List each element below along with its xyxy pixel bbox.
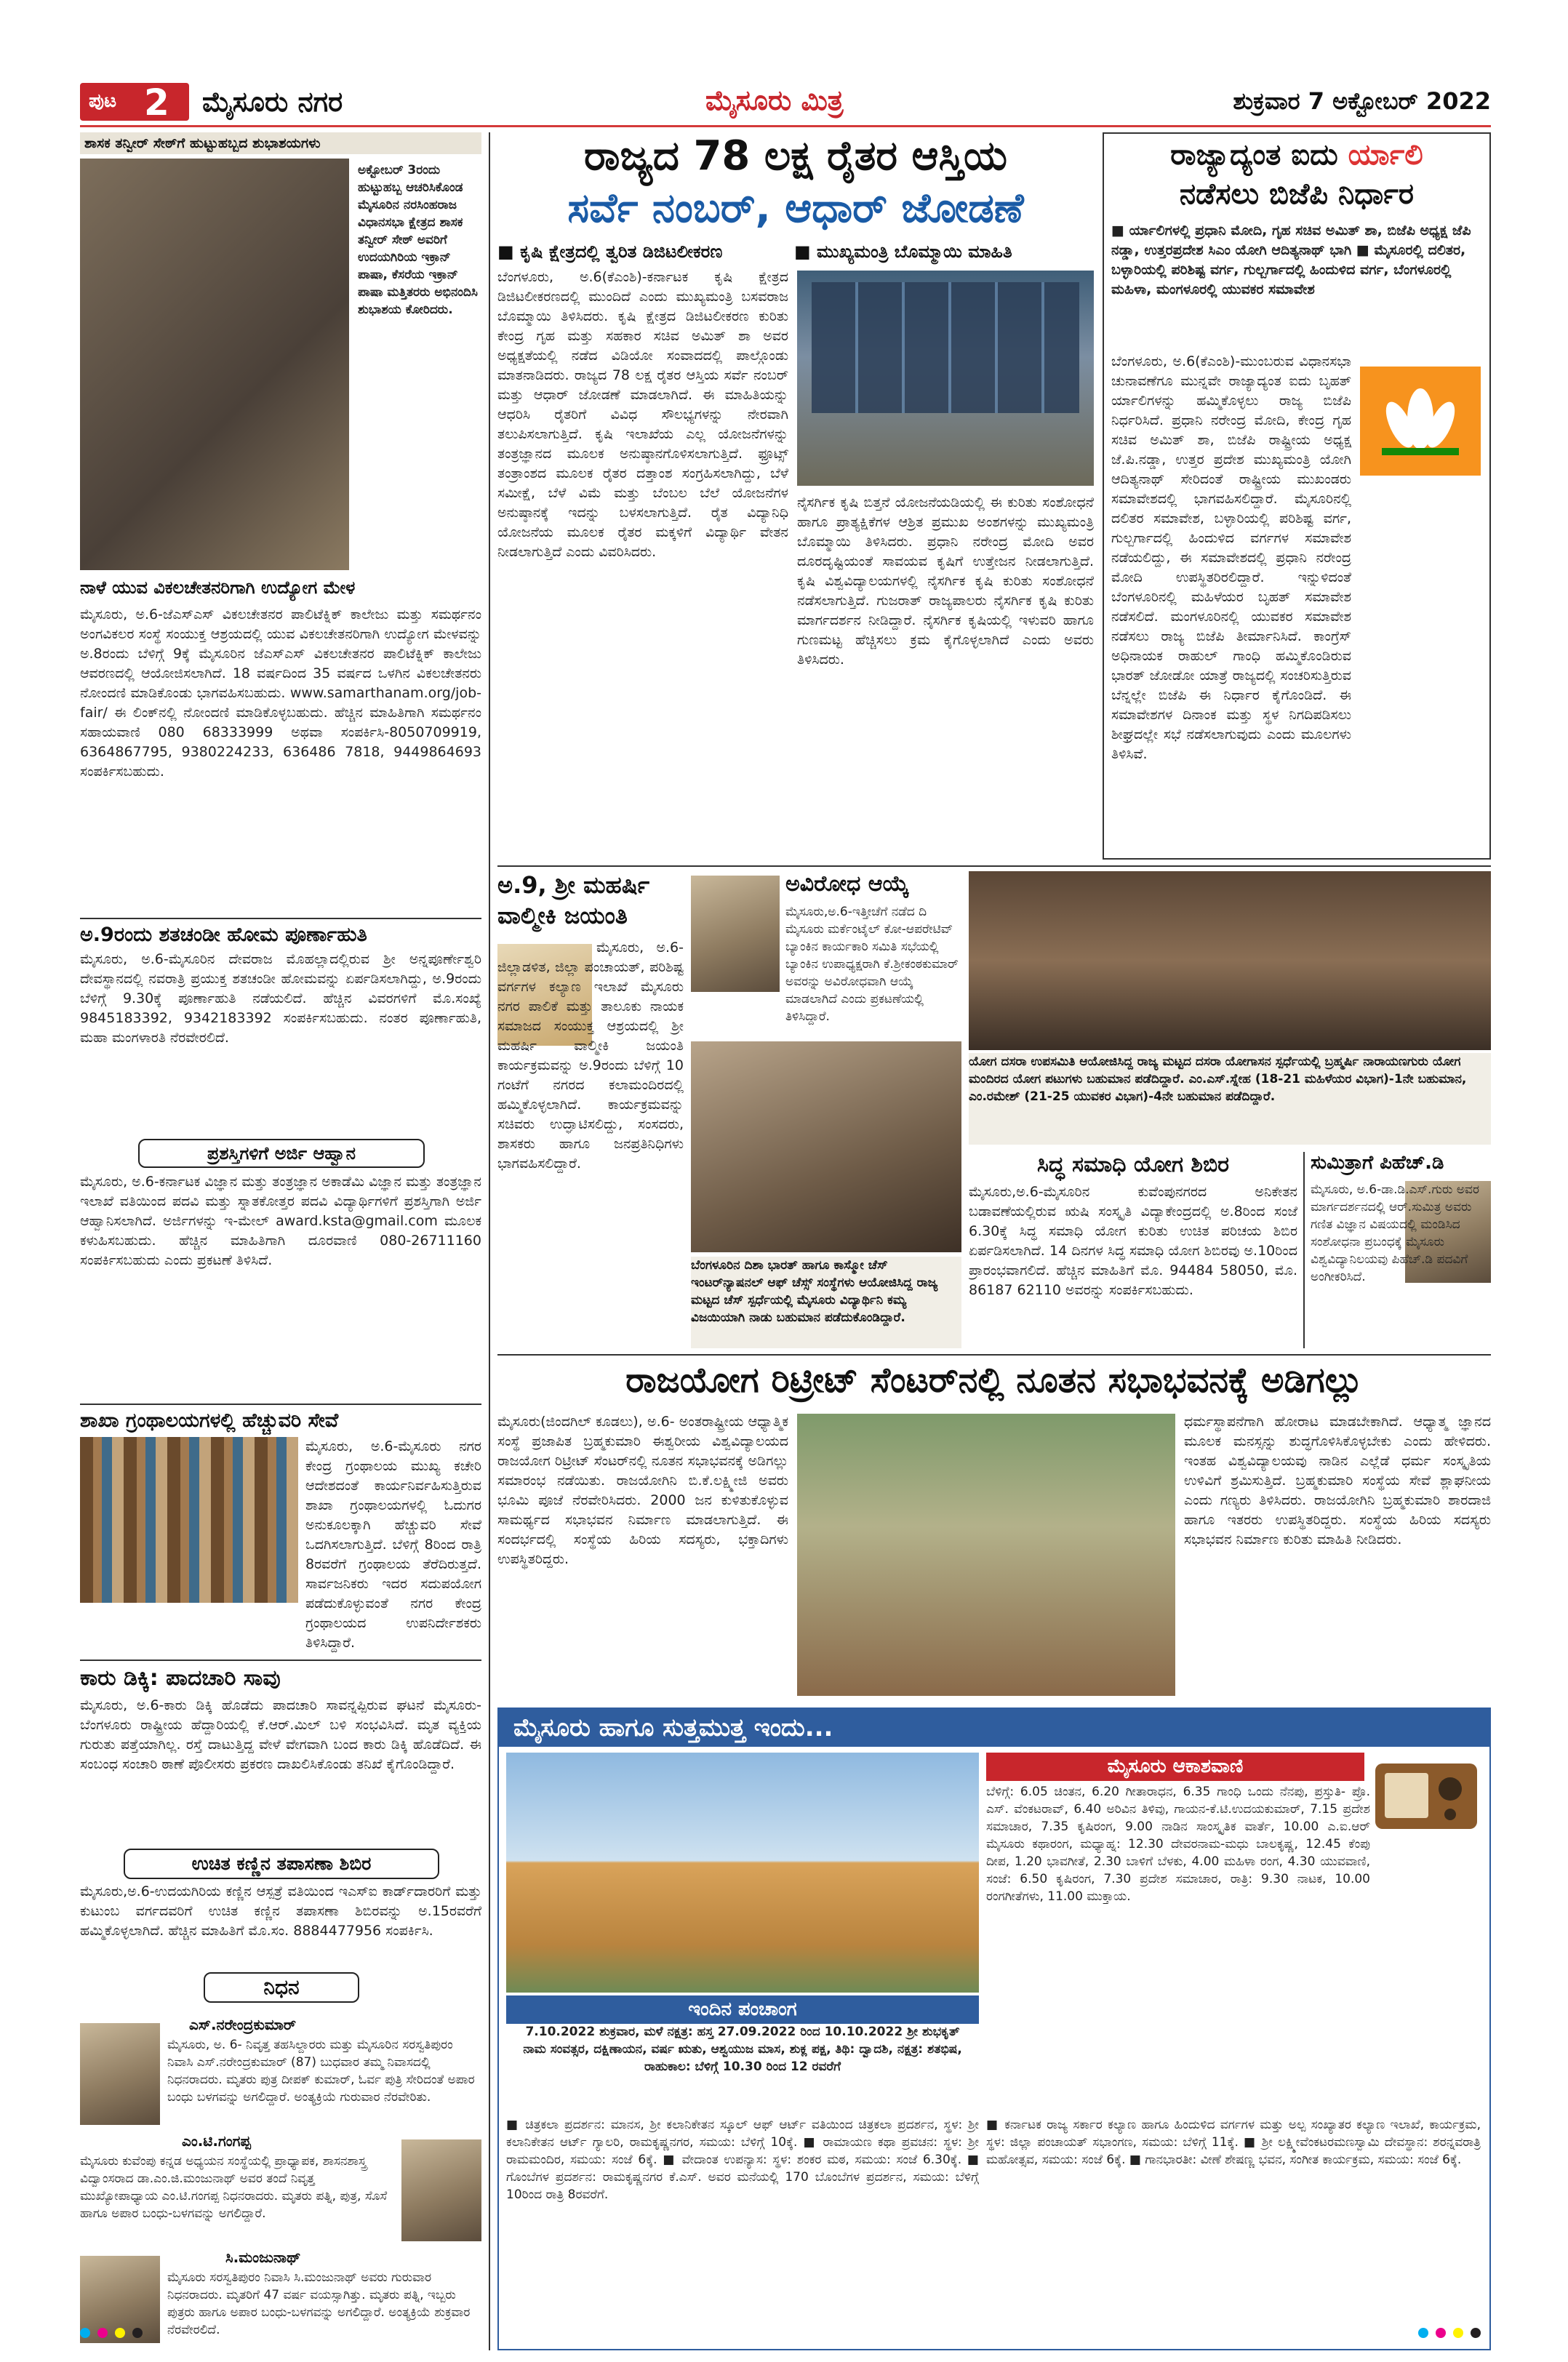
horizontal-divider xyxy=(497,865,1491,867)
radio-body: ಬೆಳಿಗ್ಗೆ: 6.05 ಚಿಂತನ, 6.20 ಗೀತಾರಾಧನ, 6.35 ಗಾಂಧಿ ಒಂದು ನೆನಪು, ಪ್ರಸ್ತುತಿ- ಪ್ರೊ. ಎಸ್. ವೆಂಕಟರಾವ್, 6.40 ಅರಿವಿನ ತಿಳಿವು, ಗಾಯನ-ಕೆ.ಟಿ.ಉದಯಕುಮಾರ್, 7.15 ಪ್ರದೇಶ ಸಮಾಚಾರ, 7.35 ಕೃಷಿರಂಗ, 9.00 ನಾಡಿನ ಸಾಂಸ್ಕೃತಿಕ ವಾರ್ತೆ, 10.00 ಎ.ಐ.ಆರ್ ಮೈಸೂರು ಕಥಾರಂಗ, ಮಧ್ಯಾಹ್ನ: 12.30 ದೇವರನಾಮ-ಮಧು ಬಾಲಕೃಷ್ಣ, 12.45 ಕೆಂಪು ದೀಪ, 1.20 ಭಾವಗೀತೆ, 2.30 ಬಾಳಿಗೆ ಬೆಳಕು, 4.00 ಮಹಿಳಾ ರಂಗ, 4.30 ಯುವವಾಣಿ, ಸಂಜೆ: 6.50 ಕೃಷಿರಂಗ, 7.30 ಪ್ರದೇಶ ಸಮಾಚಾರ, ರಾತ್ರಿ: 9.30 ನಾಟಕ, 10.00 ರಂಗಗೀತೆಗಳು, 11.00 ಮುಕ್ತಾಯ. xyxy=(986,1785,1370,1904)
obituary-body: ಮೈಸೂರು, ಅ. 6- ನಿವೃತ್ತ ತಹಸಿಲ್ದಾರರು ಮತ್ತು ಮೈಸೂರಿನ ಸರಸ್ವತಿಪುರಂ ನಿವಾಸಿ ಎಸ್.ನರೇಂದ್ರಕುಮಾರ್ (87) ಬುಧವಾರ ತಮ್ಮ ನಿವಾಸದಲ್ಲಿ ನಿಧನರಾದರು. ಮೃತರು ಪುತ್ರ ದೀಪಕ್ ಕುಮಾರ್, ಓರ್ವ ಪುತ್ರಿ ಸೇರಿದಂತೆ ಅಪಾರ ಬಂಧು ಬಳಗವನ್ನು ಅಗಲಿದ್ದಾರೆ. ಅಂತ್ಯಕ್ರಿಯೆ ಗುರುವಾರ ನೆರವೇರಿತು. xyxy=(167,2038,475,2105)
eye-camp-head: ಉಚಿತ ಕಣ್ಣಿನ ತಪಾಸಣಾ ಶಿಬಿರ xyxy=(124,1849,439,1879)
black-mark xyxy=(1471,2328,1481,2338)
rajayoga-story xyxy=(497,1360,1491,1702)
job-fair-body: ಮೈಸೂರು, ಅ.6-ಜೆಎಸ್‌ಎಸ್ ವಿಕಲಚೇತನರ ಪಾಲಿಟೆಕ್ನಿಕ್ ಕಾಲೇಜು ಮತ್ತು ಸಮರ್ಥನಂ ಅಂಗವಿಕಲರ ಸಂಸ್ಥೆ ಸಂಯುಕ್ತ ಆಶ್ರಯದಲ್ಲಿ ಯುವ ವಿಕಲಚೇತನರಿಗಾಗಿ ಉದ್ಯೋಗ ಮೇಳವನ್ನು ಅ.8ರಂದು ಬೆಳಿಗ್ಗೆ 9ಕ್ಕೆ ಮೈಸೂರಿನ ಜೆಎಸ್‌ಎಸ್ ವಿಕಲಚೇತನರ ಪಾಲಿಟೆಕ್ನಿಕ್ ಕಾಲೇಜು ಆವರಣದಲ್ಲಿ ಆಯೋಜಿಸಲಾಗಿದೆ. 18 ವರ್ಷದಿಂದ 35 ವರ್ಷದ ಒಳಗಿನ ವಿಕಲಚೇತನರು ನೋಂದಣಿ ಮಾಡಿಕೊಂಡು ಭಾಗವಹಿಸಬಹುದು. www.samarthanam.org/job-fair/ ಈ ಲಿಂಕ್‌ನಲ್ಲಿ ನೋಂದಣಿ ಮಾಡಿಕೊಳ್ಳಬಹುದು. ಹೆಚ್ಚಿನ ಮಾಹಿತಿಗಾಗಿ ಸಮರ್ಥನಂ ಸಹಾಯವಾಣಿ 080 68333999 ಅಥವಾ ಸಂಪರ್ಕಿಸಿ-8050709919, 6364867795, 9380224233, 636486 7818, 9449864693 ಸಂಪರ್ಕಿಸಬಹುದು. xyxy=(80,606,481,780)
page-date: ಶುಕ್ರವಾರ 7 ಅಕ್ಟೋಬರ್ 2022 xyxy=(1233,87,1491,115)
bjp-body: ಬೆಂಗಳೂರು, ಅ.6(ಕೆಎಂಶಿ)-ಮುಂಬರುವ ವಿಧಾನಸಭಾ ಚುನಾವಣೆಗೂ ಮುನ್ನವೇ ರಾಜ್ಯಾದ್ಯಂತ ಐದು ಬೃಹತ್ ರ್ಯಾಲಿಗಳನ್ನು ಹಮ್ಮಿಕೊಳ್ಳಲು ರಾಜ್ಯ ಬಿಜೆಪಿ ನಿರ್ಧರಿಸಿದೆ. ಪ್ರಧಾನಿ ನರೇಂದ್ರ ಮೋದಿ, ಕೇಂದ್ರ ಗೃಹ ಸಚಿವ ಅಮಿತ್ ಶಾ, ಬಿಜೆಪಿ ರಾಷ್ಟ್ರೀಯ ಅಧ್ಯಕ್ಷ ಜೆ.ಪಿ.ನಡ್ಡಾ, ಉತ್ತರ ಪ್ರದೇಶ ಮುಖ್ಯಮಂತ್ರಿ ಯೋಗಿ ಆದಿತ್ಯನಾಥ್ ಸೇರಿದಂತೆ ರಾಷ್ಟ್ರೀಯ ಮುಖಂಡರು ಸಮಾವೇಶದಲ್ಲಿ ಭಾಗವಹಿಸಲಿದ್ದಾರೆ. ಮೈಸೂರಿನಲ್ಲಿ ದಲಿತರ ಸಮಾವೇಶ, ಬಳ್ಳಾರಿಯಲ್ಲಿ ಪರಿಶಿಷ್ಟ ವರ್ಗ, ಗುಲ್ಬರ್ಗಾದಲ್ಲಿ ಹಿಂದುಳಿದ ವರ್ಗಗಳ ಸಮಾವೇಶ ನಡೆಯಲಿದ್ದು, ಈ ಸಮಾವೇಶದಲ್ಲಿ ಪ್ರಧಾನಿ ನರೇಂದ್ರ ಮೋದಿ ಉಪಸ್ಥಿತರಿರಲಿದ್ದಾರೆ. ಇನ್ನುಳಿದಂತೆ ಬೆಂಗಳೂರಿನಲ್ಲಿ ಮಹಿಳೆಯರ ಬೃಹತ್ ಸಮಾವೇಶ ನಡೆಸಲಿದೆ. ಮಂಗಳೂರಿನಲ್ಲಿ ಯುವಕರ ಸಮಾವೇಶ ನಡೆಸಲು ರಾಜ್ಯ ಬಿಜೆಪಿ ತೀರ್ಮಾನಿಸಿದೆ. ಕಾಂಗ್ರೆಸ್ ಅಧಿನಾಯಕ ರಾಹುಲ್ ಗಾಂಧಿ ಹಮ್ಮಿಕೊಂಡಿರುವ ಭಾರತ್ ಜೋಡೋ ಯಾತ್ರೆ ರಾಜ್ಯದಲ್ಲಿ ಸಂಚರಿಸುತ್ತಿರುವ ಬೆನ್ನಲ್ಲೇ ಬಿಜೆಪಿ ಈ ನಿರ್ಧಾರ ಕೈಗೊಂಡಿದೆ. ಈ ಸಮಾವೇಶಗಳ ದಿನಾಂಕ ಮತ್ತು ಸ್ಥಳ ನಿಗದಿಪಡಿಸಲು ಶೀಘ್ರದಲ್ಲೇ ಸಭೆ ನಡೆಸಲಾಗುವುದು ಎಂದು ಮೂಲಗಳು ತಿಳಿಸಿವೆ. xyxy=(1111,353,1351,762)
obituary-photo xyxy=(401,2139,481,2241)
eye-camp-body: ಮೈಸೂರು,ಅ.6-ಉದಯಗಿರಿಯ ಕಣ್ಣಿನ ಆಸ್ಪತ್ರೆ ವತಿಯಿಂದ ಇಎಸ್‌ಐ ಕಾರ್ಡ್‌ದಾರರಿಗೆ ಮತ್ತು ಕುಟುಂಬ ವರ್ಗದವರಿಗೆ ಉಚಿತ ಕಣ್ಣಿನ ತಪಾಸಣಾ ಶಿಬಿರವನ್ನು ಅ.15ರವರೆಗೆ ಹಮ್ಮಿಕೊಳ್ಳಲಾಗಿದೆ. ಹೆಚ್ಚಿನ ಮಾಹಿತಿಗೆ ಮೊ.ಸಂ. 8884477956 ಸಂಪರ್ಕಿಸಿ. xyxy=(80,1883,481,1939)
siddha-body: ಮೈಸೂರು,ಅ.6-ಮೈಸೂರಿನ ಕುವೆಂಪುನಗರದ ಅನಿಕೇತನ ಬಡಾವಣೆಯಲ್ಲಿರುವ ಋಷಿ ಸಂಸ್ಕೃತಿ ವಿದ್ಯಾಕೇಂದ್ರದಲ್ಲಿ ಅ.8ರಿಂದ ಸಂಜೆ 6.30ಕ್ಕೆ ಸಿದ್ಧ ಸಮಾಧಿ ಯೋಗ ಕುರಿತು ಉಚಿತ ಪರಿಚಯ ಶಿಬಿರ ಏರ್ಪಡಿಸಲಾಗಿದೆ. 14 ದಿನಗಳ ಸಿದ್ಧ ಸಮಾಧಿ ಯೋಗ ಶಿಬಿರವು ಅ.10ರಿಂದ ಪ್ರಾರಂಭವಾಗಲಿದೆ. ಹೆಚ್ಚಿನ ಮಾಹಿತಿಗೆ ಮೊ. 94484 58050, ಮೊ. 86187 62110 ಅವರನ್ನು ಸಂಪರ್ಕಿಸಬಹುದು. xyxy=(969,1184,1297,1298)
events-column-1: ■ ಚಿತ್ರಕಲಾ ಪ್ರದರ್ಶನ: ಮಾನಸ, ಶ್ರೀ ಕಲಾನಿಕೇತನ ಸ್ಕೂಲ್ ಆಫ್ ಆರ್ಟ್ ವತಿಯಿಂದ ಚಿತ್ರಕಲಾ ಪ್ರದರ್ಶನ, ಸ್ಥಳ: ಶ್ರೀ ಕಲಾನಿಕೇತನ ಆರ್ಟ್ ಗ್ಯಾಲರಿ, ರಾಮಕೃಷ್ಣನಗರ, ಸಮಯ: ಬೆಳಿಗ್ಗೆ 10ಕ್ಕೆ. ■ ರಾಮಾಯಣ ಕಥಾ ಪ್ರವಚನ: ಸ್ಥಳ: ಶ್ರೀ ರಾಮಮಂದಿರ, ಸಮಯ: ಸಂಜೆ 6ಕ್ಕೆ. ■ ವೇದಾಂತ ಉಪನ್ಯಾಸ: ಸ್ಥಳ: ಶಂಕರ ಮಠ, ಸಮಯ: ಸಂಜೆ 6.30ಕ್ಕೆ. ■ ಗೊಂಬೆಗಳ ಪ್ರದರ್ಶನ: ರಾಮಕೃಷ್ಣನಗರ ಕೆ.ಎಸ್. ಅವರ ಮನೆಯಲ್ಲಿ 170 ಬೊಂಬೆಗಳ ಪ್ರದರ್ಶನ, ಸಮಯ: ಬೆಳಿಗ್ಗೆ 10ರಿಂದ ರಾತ್ರಿ 8ರವರೆಗೆ. xyxy=(506,2118,979,2202)
valmiki-body: ಮೈಸೂರು, ಅ.6-ಜಿಲ್ಲಾಡಳಿತ, ಜಿಲ್ಲಾ ಪಂಚಾಯತ್, ಪರಿಶಿಷ್ಟ ವರ್ಗಗಳ ಕಲ್ಯಾಣ ಇಲಾಖೆ ಮೈಸೂರು ನಗರ ಪಾಲಿಕೆ ಮತ್ತು ತಾಲೂಕು ನಾಯಕ ಸಮಾಜದ ಸಂಯುಕ್ತ ಆಶ್ರಯದಲ್ಲಿ ಶ್ರೀ ಮಹರ್ಷಿ ವಾಲ್ಮೀಕಿ ಜಯಂತಿ ಕಾರ್ಯಕ್ರಮವನ್ನು ಅ.9ರಂದು ಬೆಳಿಗ್ಗೆ 10 ಗಂಟೆಗೆ ನಗರದ ಕಲಾಮಂದಿರದಲ್ಲಿ ಹಮ್ಮಿಕೊಳ್ಳಲಾಗಿದೆ. ಕಾರ್ಯಕ್ರಮವನ್ನು ಸಚಿವರು ಉದ್ಘಾಟಿಸಲಿದ್ದು, ಸಂಸದರು, ಶಾಸಕರು ಹಾಗೂ ಜನಪ್ರತಿನಿಧಿಗಳು ಭಾಗವಹಿಸಲಿದ್ದಾರೆ. xyxy=(497,940,684,1172)
horizontal-divider xyxy=(497,1354,1491,1356)
award-head: ಪ್ರಶಸ್ತಿಗಳಿಗೆ ಅರ್ಜಿ ಆಹ್ವಾನ xyxy=(138,1139,425,1168)
radio-box xyxy=(986,1753,1487,2109)
lead-body: ಬೆಂಗಳೂರು, ಅ.6(ಕೆಎಂಶಿ)-ಕರ್ನಾಟಕ ಕೃಷಿ ಕ್ಷೇತ್ರದ ಡಿಜಿಟಲೀಕರಣದಲ್ಲಿ ಮುಂದಿದೆ ಎಂದು ಮುಖ್ಯಮಂತ್ರಿ ಬಸವರಾಜ ಬೊಮ್ಮಾಯಿ ತಿಳಿಸಿದರು. ಕೃಷಿ ಕ್ಷೇತ್ರದ ಡಿಜಿಟಲೀಕರಣ ಕುರಿತು ಕೇಂದ್ರ ಗೃಹ ಮತ್ತು ಸಹಕಾರ ಸಚಿವ ಅಮಿತ್ ಶಾ ಅವರ ಅಧ್ಯಕ್ಷತೆಯಲ್ಲಿ ನಡೆದ ವಿಡಿಯೋ ಸಂವಾದದಲ್ಲಿ ಪಾಲ್ಗೊಂಡು ಮಾತನಾಡಿದರು. ರಾಜ್ಯದ 78 ಲಕ್ಷ ರೈತರ ಆಸ್ತಿಯ ಸರ್ವೆ ನಂಬರ್ ಮತ್ತು ಆಧಾರ್ ಜೋಡಣೆ ಮಾಡಲಾಗಿದೆ. ಈ ಮಾಹಿತಿಯನ್ನು ಆಧರಿಸಿ ರೈತರಿಗೆ ವಿವಿಧ ಸೌಲಭ್ಯಗಳನ್ನು ನೇರವಾಗಿ ತಲುಪಿಸಲಾಗುತ್ತಿದೆ. ಕೃಷಿ ಇಲಾಖೆಯ ಎಲ್ಲ ಯೋಜನೆಗಳನ್ನು ತಂತ್ರಜ್ಞಾನದ ಮೂಲಕ ಅನುಷ್ಠಾನಗೊಳಿಸಲಾಗುತ್ತಿದೆ. ಫ್ರೂಟ್ಸ್ ತಂತ್ರಾಂಶದ ಮೂಲಕ ರೈತರ ದತ್ತಾಂಶ ಸಂಗ್ರಹಿಸಲಾಗಿದ್ದು, ಬೆಳೆ ಸಮೀಕ್ಷೆ, ಬೆಳೆ ವಿಮೆ ಮತ್ತು ಬೆಂಬಲ ಬೆಲೆ ಯೋಜನೆಗಳ ಅನುಷ್ಠಾನಕ್ಕೆ ಇದನ್ನು ಬಳಸಲಾಗುತ್ತಿದೆ. ರೈತ ವಿದ್ಯಾನಿಧಿ ಯೋಜನೆಯ ಮೂಲಕ ರೈತರ ಮಕ್ಕಳಿಗೆ ವಿದ್ಯಾರ್ಥಿ ವೇತನ ನೀಡಲಾಗುತ್ತಿದೆ ಎಂದು ವಿವರಿಸಿದರು. xyxy=(497,269,788,560)
page-label: ಪುಟ xyxy=(89,90,117,112)
valmiki-head-2: ವಾಲ್ಮೀಕಿ ಜಯಂತಿ xyxy=(497,902,628,929)
siddha-head: ಸಿದ್ಧ ಸಮಾಧಿ ಯೋಗ ಶಿಬಿರ xyxy=(1036,1152,1230,1177)
birthday-caption: ಅಕ್ಟೋಬರ್ 3ರಂದು ಹುಟ್ಟುಹಬ್ಬ ಆಚರಿಸಿಕೊಂಡ ಮೈಸೂರಿನ ನರಸಿಂಹರಾಜ ವಿಧಾನಸಭಾ ಕ್ಷೇತ್ರದ ಶಾಸಕ ತನ್ವೀರ್ ಸೇಠ್ ಅವರಿಗೆ ಉದಯಗಿರಿಯ ಇಕ್ರಾನ್ ಪಾಷಾ, ಕೆಸರೆಯ ಇಕ್ರಾನ್ ಪಾಷಾ ಮತ್ತಿತರರು ಅಭಿನಂದಿಸಿ ಶುಭಾಶಯ ಕೋರಿದರು. xyxy=(358,163,478,317)
column-divider xyxy=(1303,1152,1305,1348)
rajayoga-body-left: ಮೈಸೂರು(ಜಿಂದಗಿಲ್ ಕೂಡಲು), ಅ.6- ಅಂತರಾಷ್ಟ್ರೀಯ ಆಧ್ಯಾತ್ಮಿಕ ಸಂಸ್ಥೆ ಪ್ರಜಾಪಿತ ಬ್ರಹ್ಮಕುಮಾರಿ ಈಶ್ವರೀಯ ವಿಶ್ವವಿದ್ಯಾಲಯದ ರಾಜಯೋಗ ರಿಟ್ರೀಟ್ ಸೆಂಟರ್‌ನಲ್ಲಿ ನೂತನ ಸಭಾಭವನಕ್ಕೆ ಅಡಿಗಲ್ಲು ಸಮಾರಂಭ ನಡೆಯಿತು. ರಾಜಯೋಗಿನಿ ಬಿ.ಕೆ.ಲಕ್ಷ್ಮೀಜಿ ಅವರು ಭೂಮಿ ಪೂಜೆ ನೆರವೇರಿಸಿದರು. 2000 ಜನ ಕುಳಿತುಕೊಳ್ಳುವ ಸಾಮರ್ಥ್ಯದ ಸಭಾಭವನ ನಿರ್ಮಾಣ ಮಾಡಲಾಗುತ್ತಿದೆ. ಈ ಸಂದರ್ಭದಲ್ಲಿ ಸಂಸ್ಥೆಯ ಹಿರಿಯ ಸದಸ್ಯರು, ಭಕ್ತಾದಿಗಳು ಉಪಸ್ಥಿತರಿದ್ದರು. xyxy=(497,1414,788,1567)
obituary-name: ಎಸ್.ನರೇಂದ್ರಕುಮಾರ್ xyxy=(189,2016,296,2033)
radio-icon xyxy=(1372,1753,1481,1833)
black-mark xyxy=(132,2328,143,2338)
bjp-lotus-logo xyxy=(1360,367,1481,476)
page-number-badge xyxy=(80,81,189,124)
unopposed-body: ಮೈಸೂರು,ಅ.6-ಇತ್ತೀಚೆಗೆ ನಡೆದ ದಿ ಮೈಸೂರು ಮರ್ಕೆಂಟೈಲ್ ಕೋ-ಆಪರೇಟಿವ್ ಬ್ಯಾಂಕಿನ ಕಾರ್ಯಕಾರಿ ಸಮಿತಿ ಸಭೆಯಲ್ಲಿ ಬ್ಯಾಂಕಿನ ಉಪಾಧ್ಯಕ್ಷರಾಗಿ ಕೆ.ಶ್ರೀಕಂಠಕುಮಾರ್ ಅವರನ್ನು ಅವಿರೋಧವಾಗಿ ಆಯ್ಕೆ ಮಾಡಲಾಗಿದೆ ಎಂದು ಪ್ರಕಟಣೆಯಲ್ಲಿ ತಿಳಿಸಿದ್ದಾರೆ. xyxy=(785,905,959,1024)
unopposed-story xyxy=(691,871,961,1351)
today-banner: ಮೈಸೂರು ಹಾಗೂ ಸುತ್ತಮುತ್ತ ಇಂದು... xyxy=(499,1709,1489,1747)
cyan-mark xyxy=(1418,2328,1428,2338)
lead-headline-2: ಸರ್ವೆ ನಂಬರ್, ಆಧಾರ್ ಜೋಡಣೆ xyxy=(567,185,1024,232)
birthday-head: ಶಾಸಕ ತನ್ವೀರ್ ಸೇಠ್‌ಗೆ ಹುಟ್ಟುಹಬ್ಬದ ಶುಭಾಶಯಗಳು xyxy=(80,132,481,154)
bjp-story xyxy=(1103,132,1491,860)
car-accident-head: ಕಾರು ಡಿಕ್ಕಿ: ಪಾದಚಾರಿ ಸಾವು xyxy=(80,1660,481,1691)
section-name: ಮೈಸೂರು ನಗರ xyxy=(202,86,343,118)
lead-story xyxy=(497,132,1094,860)
print-marks-right xyxy=(1418,2327,1488,2341)
obituary-head: ನಿಧನ xyxy=(204,1972,359,2003)
rajayoga-photo xyxy=(797,1414,1175,1696)
magenta-mark xyxy=(1436,2328,1446,2338)
page-number: 2 xyxy=(144,81,169,124)
valmiki-head-1: ಅ.9, ಶ್ರೀ ಮಹರ್ಷಿ xyxy=(497,871,650,899)
homa-head: ಅ.9ರಂದು ಶತಚಂಡೀ ಹೋಮ ಪೂರ್ಣಾಹುತಿ xyxy=(80,918,481,947)
rajayoga-body-right: ಧರ್ಮಸ್ಥಾಪನೆಗಾಗಿ ಹೋರಾಟ ಮಾಡಬೇಕಾಗಿದೆ. ಆಧ್ಯಾತ್ಮ ಜ್ಞಾನದ ಮೂಲಕ ಮನಸ್ಸನ್ನು ಶುದ್ಧಗೊಳಿಸಿಕೊಳ್ಳಬೇಕು ಎಂದು ಹೇಳಿದರು. ಇಂತಹ ವಿಶ್ವವಿದ್ಯಾಲಯವು ನಾಡಿನ ಎಲ್ಲೆಡೆ ಧರ್ಮ ಸಂಸ್ಕೃತಿಯ ಉಳಿವಿಗೆ ಶ್ರಮಿಸುತ್ತಿದೆ. ಬ್ರಹ್ಮಕುಮಾರಿ ಸಂಸ್ಥೆಯ ಸೇವೆ ಶ್ಲಾಘನೀಯ ಎಂದು ಗಣ್ಯರು ತಿಳಿಸಿದರು. ರಾಜಯೋಗಿನಿ ಬ್ರಹ್ಮಕುಮಾರಿ ಶಾರದಾಜಿ ಹಾಗೂ ಇತರರು ಉಪಸ್ಥಿತರಿದ್ದರು. ಸಂಸ್ಥೆಯ ಹಿರಿಯ ಸದಸ್ಯರು ಸಭಾಭವನ ನಿರ್ಮಾಣ ಕುರಿತು ಮಾಹಿತಿ ನೀಡಿದರು. xyxy=(1184,1414,1491,1548)
print-marks-left xyxy=(80,2327,150,2341)
phd-head: ಸುಮಿತ್ರಾಗೆ ಪಿಹೆಚ್.ಡಿ xyxy=(1311,1152,1444,1174)
video-grid-screen xyxy=(812,282,1079,413)
phd-story xyxy=(1311,1152,1491,1348)
unopposed-head: ಅವಿರೋಧ ಆಯ್ಕೆ xyxy=(785,871,909,897)
obituary-body: ಮೈಸೂರು ಕುವೆಂಪು ಕನ್ನಡ ಅಧ್ಯಯನ ಸಂಸ್ಥೆಯಲ್ಲಿ ಪ್ರಾಧ್ಯಾಪಕ, ಶಾಸನಶಾಸ್ತ್ರ ವಿದ್ವಾಂಸರಾದ ಡಾ.ಎಂ.ಜಿ.ಮಂಜುನಾಥ್ ಅವರ ತಂದೆ ನಿವೃತ್ತ ಮುಖ್ಯೋಪಾಧ್ಯಾಯ ಎಂ.ಟಿ.ಗಂಗಪ್ಪ ನಿಧನರಾದರು. ಮೃತರು ಪತ್ನಿ, ಪುತ್ರ, ಸೊಸೆ ಹಾಗೂ ಅಪಾರ ಬಂಧು-ಬಳಗವನ್ನು ಅಗಲಿದ್ದಾರೆ. xyxy=(80,2154,388,2221)
chess-caption: ಬೆಂಗಳೂರಿನ ದಿಶಾ ಭಾರತ್ ಹಾಗೂ ಕಾಸ್ಮೋ ಚೆಸ್ ಇಂಟರ್‌ನ್ಯಾಷನಲ್ ಆಫ್ ಚೆಸ್ಸ್ ಸಂಸ್ಥೆಗಳು ಆಯೋಜಿಸಿದ್ದ ರಾಜ್ಯ ಮಟ್ಟದ ಚೆಸ್ ಸ್ಪರ್ಧೆಯಲ್ಲಿ ಮೈಸೂರು ವಿದ್ಯಾರ್ಥಿನಿ ಕಮ್ಯ ವಿಜಯಿಯಾಗಿ ನಾಡು ಬಹುಮಾನ ಪಡೆದುಕೊಂಡಿದ್ದಾರೆ. xyxy=(691,1257,961,1348)
cyan-mark xyxy=(80,2328,90,2338)
phd-body: ಮೈಸೂರು, ಅ.6-ಡಾ.ಡಿ.ಎಸ್.ಗುರು ಅವರ ಮಾರ್ಗದರ್ಶನದಲ್ಲಿ ಆರ್.ಸುಮಿತ್ರ ಅವರು ಗಣಿತ ವಿಜ್ಞಾನ ವಿಷಯದಲ್ಲಿ ಮಂಡಿಸಿದ ಸಂಶೋಧನಾ ಪ್ರಬಂಧಕ್ಕೆ ಮೈಸೂರು ವಿಶ್ವವಿದ್ಯಾನಿಲಯವು ಪಿಹೆಚ್.ಡಿ ಪದವಿಗೆ ಅಂಗೀಕರಿಸಿದೆ. xyxy=(1311,1182,1479,1284)
birthday-photo xyxy=(80,159,349,570)
bjp-headline-1 xyxy=(1104,138,1489,172)
obituary-body: ಮೈಸೂರು ಸರಸ್ವತಿಪುರಂ ನಿವಾಸಿ ಸಿ.ಮಂಜುನಾಥ್ ಅವರು ಗುರುವಾರ ನಿಧನರಾದರು. ಮೃತರಿಗೆ 47 ವರ್ಷ ವಯಸ್ಸಾಗಿತ್ತು. ಮೃತರು ಪತ್ನಿ, ಇಬ್ಬರು ಪುತ್ರರು ಹಾಗೂ ಅಪಾರ ಬಂಧು-ಬಳಗವನ್ನು ಅಗಲಿದ್ದಾರೆ. ಅಂತ್ಯಕ್ರಿಯೆ ಶುಕ್ರವಾರ ನೆರವೇರಲಿದೆ. xyxy=(167,2270,471,2337)
events-column-2: ■ ಕರ್ನಾಟಕ ರಾಜ್ಯ ಸರ್ಕಾರ ಕಲ್ಯಾಣ ಹಾಗೂ ಹಿಂದುಳಿದ ವರ್ಗಗಳ ಮತ್ತು ಅಲ್ಪ ಸಂಖ್ಯಾತರ ಕಲ್ಯಾಣ ಇಲಾಖೆ, ಕಾರ್ಯಕ್ರಮ, ಸ್ಥಳ: ಜಿಲ್ಲಾ ಪಂಚಾಯತ್ ಸಭಾಂಗಣ, ಸಮಯ: ಬೆಳಿಗ್ಗೆ 11ಕ್ಕೆ. ■ ಶ್ರೀ ಲಕ್ಷ್ಮೀವೆಂಕಟರಮಣಸ್ವಾಮಿ ದೇವಸ್ಥಾನ: ಶರನ್ನವರಾತ್ರಿ ಮಹೋತ್ಸವ, ಸಮಯ: ಸಂಜೆ 6ಕ್ಕೆ. ■ ಗಾನಭಾರತೀ: ವೀಣೆ ಶೇಷಣ್ಣ ಭವನ, ಸಂಗೀತ ಕಾರ್ಯಕ್ರಮ, ಸಮಯ: ಸಂಜೆ 6ಕ್ಕೆ. xyxy=(986,2118,1481,2167)
mysuru-today xyxy=(497,1708,1491,2350)
library-head: ಶಾಖಾ ಗ್ರಂಥಾಲಯಗಳಲ್ಲಿ ಹೆಚ್ಚುವರಿ ಸೇವೆ xyxy=(80,1404,481,1433)
siddha-yoga-story xyxy=(969,1152,1297,1348)
lead-subhead-2: ■ ಮುಖ್ಯಮಂತ್ರಿ ಬೊಮ್ಮಾಯಿ ಮಾಹಿತಿ xyxy=(794,241,1012,262)
library-body: ಮೈಸೂರು, ಅ.6-ಮೈಸೂರು ನಗರ ಕೇಂದ್ರ ಗ್ರಂಥಾಲಯ ಮುಖ್ಯ ಕಚೇರಿ ಆದೇಶದಂತೆ ಕಾರ್ಯನಿರ್ವಹಿಸುತ್ತಿರುವ ಶಾಖಾ ಗ್ರಂಥಾಲಯಗಳಲ್ಲಿ ಓದುಗರ ಅನುಕೂಲಕ್ಕಾಗಿ ಹೆಚ್ಚುವರಿ ಸೇವೆ ಒದಗಿಸಲಾಗುತ್ತಿದೆ. ಬೆಳಿಗ್ಗೆ 8ರಿಂದ ರಾತ್ರಿ 8ರವರೆಗೆ ಗ್ರಂಥಾಲಯ ತೆರೆದಿರುತ್ತದೆ. ಸಾರ್ವಜನಿಕರು ಇದರ ಸದುಪಯೋಗ ಪಡೆದುಕೊಳ್ಳುವಂತೆ ನಗರ ಕೇಂದ್ರ ಗ್ರಂಥಾಲಯದ ಉಪನಿರ್ದೇಶಕರು ತಿಳಿಸಿದ್ದಾರೆ. xyxy=(305,1438,481,1651)
panchanga-head: ಇಂದಿನ ಪಂಚಾಂಗ xyxy=(506,1995,979,2024)
bjp-subheads: ■ ರ್ಯಾಲಿಗಳಲ್ಲಿ ಪ್ರಧಾನಿ ಮೋದಿ, ಗೃಹ ಸಚಿವ ಅಮಿತ್ ಶಾ, ಬಿಜೆಪಿ ಅಧ್ಯಕ್ಷ ಜೆಪಿ ನಡ್ಡಾ, ಉತ್ತರಪ್ರದೇಶ ಸಿಎಂ ಯೋಗಿ ಆದಿತ್ಯನಾಥ್ ಭಾಗಿ ■ ಮೈಸೂರಲ್ಲಿ ದಲಿತರ, ಬಳ್ಳಾರಿಯಲ್ಲಿ ಪರಿಶಿಷ್ಟ ವರ್ಗ, ಗುಲ್ಬರ್ಗಾದಲ್ಲಿ ಹಿಂದುಳಿದ ವರ್ಗ, ಬೆಂಗಳೂರಲ್ಲಿ ಮಹಿಳಾ, ಮಂಗಳೂರಲ್ಲಿ ಯುವಕರ ಸಮಾವೇಶ xyxy=(1111,223,1471,297)
bjp-headline-1-accent: ರ್ಯಾಲಿ xyxy=(1348,138,1423,172)
left-column xyxy=(80,132,481,2190)
library-photo xyxy=(80,1437,298,1603)
obituary-photo xyxy=(80,2023,160,2125)
magenta-mark xyxy=(97,2328,108,2338)
obituary-name: ಸಿ.ಮಂಜುನಾಥ್ xyxy=(225,2249,301,2266)
page-header xyxy=(80,81,1491,125)
column-divider xyxy=(489,132,490,2350)
award-body: ಮೈಸೂರು, ಅ.6-ಕರ್ನಾಟಕ ವಿಜ್ಞಾನ ಮತ್ತು ತಂತ್ರಜ್ಞಾನ ಅಕಾಡೆಮಿ ವಿಜ್ಞಾನ ಮತ್ತು ತಂತ್ರಜ್ಞಾನ ಇಲಾಖೆ ವತಿಯಿಂದ ಪದವಿ ಮತ್ತು ಸ್ನಾತಕೋತ್ತರ ಪದವಿ ವಿದ್ಯಾರ್ಥಿಗಳಿಗೆ ಪ್ರಶಸ್ತಿಗಾಗಿ ಅರ್ಜಿ ಆಹ್ವಾನಿಸಲಾಗಿದೆ. ಅರ್ಜಿಗಳನ್ನು ಇ-ಮೇಲ್ award.ksta@gmail.com ಮೂಲಕ ಕಳುಹಿಸಬಹುದು. ಹೆಚ್ಚಿನ ಮಾಹಿತಿಗಾಗಿ ದೂರವಾಣಿ 080-26711160 ಸಂಪರ್ಕಿಸಬಹುದು ಎಂದು ಪ್ರಕಟಣೆ ತಿಳಿಸಿದೆ. xyxy=(80,1174,481,1268)
obituary-list xyxy=(80,2016,481,2350)
lead-headline-1: ರಾಜ್ಯದ 78 ಲಕ್ಷ ರೈತರ ಆಸ್ತಿಯ xyxy=(584,132,1007,180)
yoga-winners-photo xyxy=(969,871,1491,1050)
valmiki-story xyxy=(497,871,684,1351)
bjp-headline-1-text: ರಾಜ್ಯಾದ್ಯಂತ ಐದು xyxy=(1170,138,1348,172)
yellow-mark xyxy=(115,2328,125,2338)
obituary-item xyxy=(80,2132,481,2249)
rajayoga-headline: ರಾಜಯೋಗ ರಿಟ್ರೀಟ್ ಸೆಂಟರ್‌ನಲ್ಲಿ ನೂತನ ಸಭಾಭವನಕ್ಕೆ ಅಡಿಗಲ್ಲು xyxy=(625,1360,1363,1401)
bjp-headline-2: ನಡೆಸಲು ಬಿಜೆಪಿ ನಿರ್ಧಾರ xyxy=(1179,177,1415,211)
radio-head: ಮೈಸೂರು ಆಕಾಶವಾಣಿ xyxy=(986,1753,1364,1781)
header-rule xyxy=(80,125,1491,127)
lead-photo xyxy=(797,271,1094,486)
palace-photo xyxy=(506,1753,979,1993)
masthead: ಮೈಸೂರು ಮಿತ್ರ xyxy=(705,84,844,116)
unopposed-photo xyxy=(691,876,780,992)
obituary-name: ಎಂ.ಟಿ.ಗಂಗಪ್ಪ xyxy=(182,2132,251,2150)
lead-subhead-1: ■ ಕೃಷಿ ಕ್ಷೇತ್ರದಲ್ಲಿ ತ್ವರಿತ ಡಿಜಿಟಲೀಕರಣ xyxy=(497,241,723,262)
chess-photo xyxy=(691,1041,961,1252)
yoga-caption: ಯೋಗ ದಸರಾ ಉಪಸಮಿತಿ ಆಯೋಜಿಸಿದ್ದ ರಾಜ್ಯ ಮಟ್ಟದ ದಸರಾ ಯೋಗಾಸನ ಸ್ಪರ್ಧೆಯಲ್ಲಿ ಬ್ರಹ್ಮರ್ಷಿ ನಾರಾಯಣಗುರು ಯೋಗ ಮಂದಿರದ ಯೋಗ ಪಟುಗಳು ಬಹುಮಾನ ಪಡೆದಿದ್ದಾರೆ. ಎಂ.ಎಸ್.ಸ್ನೇಹ (18-21 ಮಹಿಳೆಯರ ವಿಭಾಗ)-1ನೇ ಬಹುಮಾನ, ಎಂ.ರಮೇಶ್ (21-25 ಯುವಕರ ವಿಭಾಗ)-4ನೇ ಬಹುಮಾನ ಪಡೆದಿದ್ದಾರೆ. xyxy=(969,1053,1491,1145)
lead-body-2: ನೈಸರ್ಗಿಕ ಕೃಷಿ ಬಿತ್ತನೆ ಯೋಜನೆಯಡಿಯಲ್ಲಿ ಈ ಕುರಿತು ಸಂಶೋಧನೆ ಹಾಗೂ ಪ್ರಾತ್ಯಕ್ಷಿಕೆಗಳ ಆಶ್ರಿತ ಪ್ರಮುಖ ಅಂಶಗಳನ್ನು ಮುಖ್ಯಮಂತ್ರಿ ಬೊಮ್ಮಾಯಿ ತಿಳಿಸಿದರು. ಪ್ರಧಾನಿ ನರೇಂದ್ರ ಮೋದಿ ಅವರ ದೂರದೃಷ್ಟಿಯಂತೆ ಸಾವಯವ ಕೃಷಿಗೆ ಉತ್ತೇಜನ ನೀಡಲಾಗುತ್ತಿದೆ. ಕೃಷಿ ವಿಶ್ವವಿದ್ಯಾಲಯಗಳಲ್ಲಿ ನೈಸರ್ಗಿಕ ಕೃಷಿ ಕುರಿತು ಸಂಶೋಧನೆ ನಡೆಸಲಾಗುತ್ತಿದೆ. ಗುಜರಾತ್ ರಾಜ್ಯಪಾಲರು ನೈಸರ್ಗಿಕ ಕೃಷಿ ಕುರಿತು ಮಾರ್ಗದರ್ಶನ ನೀಡಿದ್ದಾರೆ. ನೈಸರ್ಗಿಕ ಕೃಷಿಯಲ್ಲಿ ಇಳುವರಿ ಹಾಗೂ ಗುಣಮಟ್ಟ ಹೆಚ್ಚಿಸಲು ಕ್ರಮ ಕೈಗೊಳ್ಳಲಾಗಿದೆ ಎಂದು ಅವರು ತಿಳಿಸಿದರು. xyxy=(797,495,1094,668)
panchanga-body: 7.10.2022 ಶುಕ್ರವಾರ, ಮಳೆ ನಕ್ಷತ್ರ: ಹಸ್ತ 27.09.2022 ರಿಂದ 10.10.2022 ಶ್ರೀ ಶುಭಕೃತ್ ನಾಮ ಸಂವತ್ಸರ, ದಕ್ಷಿಣಾಯನ, ವರ್ಷ ಋತು, ಆಶ್ವಯುಜ ಮಾಸ, ಶುಕ್ಲ ಪಕ್ಷ, ತಿಥಿ: ದ್ವಾದಶಿ, ನಕ್ಷತ್ರ: ಶತಭಿಷ, ರಾಹುಕಾಲ: ಬೆಳಿಗ್ಗೆ 10.30 ರಿಂದ 12 ರವರೆಗೆ xyxy=(523,2025,962,2074)
yellow-mark xyxy=(1453,2328,1463,2338)
car-accident-body: ಮೈಸೂರು, ಅ.6-ಕಾರು ಡಿಕ್ಕಿ ಹೊಡೆದು ಪಾದಚಾರಿ ಸಾವನ್ನಪ್ಪಿರುವ ಘಟನೆ ಮೈಸೂರು-ಬೆಂಗಳೂರು ರಾಷ್ಟ್ರೀಯ ಹೆದ್ದಾರಿಯಲ್ಲಿ ಕೆ.ಆರ್.ಮಿಲ್ ಬಳಿ ಸಂಭವಿಸಿದೆ. ಮೃತ ವ್ಯಕ್ತಿಯ ಗುರುತು ಪತ್ತೆಯಾಗಿಲ್ಲ. ರಸ್ತೆ ದಾಟುತ್ತಿದ್ದ ವೇಳೆ ವೇಗವಾಗಿ ಬಂದ ಕಾರು ಡಿಕ್ಕಿ ಹೊಡೆದಿದೆ. ಈ ಸಂಬಂಧ ಸಂಚಾರಿ ಠಾಣೆ ಪೊಲೀಸರು ಪ್ರಕರಣ ದಾಖಲಿಸಿಕೊಂಡು ತನಿಖೆ ಕೈಗೊಂಡಿದ್ದಾರೆ. xyxy=(80,1697,481,1772)
job-fair-head: ನಾಳೆ ಯುವ ವಿಕಲಚೇತನರಿಗಾಗಿ ಉದ್ಯೋಗ ಮೇಳ xyxy=(80,577,356,598)
homa-body: ಮೈಸೂರು, ಅ.6-ಮೈಸೂರಿನ ದೇವರಾಜ ಮೊಹಲ್ಲಾದಲ್ಲಿರುವ ಶ್ರೀ ಅನ್ನಪೂರ್ಣೇಶ್ವರಿ ದೇವಸ್ಥಾನದಲ್ಲಿ ನವರಾತ್ರಿ ಪ್ರಯುಕ್ತ ಶತಚಂಡೀ ಹೋಮವನ್ನು ಏರ್ಪಡಿಸಲಾಗಿದ್ದು, ಅ.9ರಂದು ಬೆಳಿಗ್ಗೆ 9.30ಕ್ಕೆ ಪೂರ್ಣಾಹುತಿ ನಡೆಯಲಿದೆ. ಹೆಚ್ಚಿನ ವಿವರಗಳಿಗೆ ಮೊ.ಸಂಖ್ಯೆ 9845183392, 9342183392 ಸಂಪರ್ಕಿಸಬಹುದು. ನಂತರ ಪೂರ್ಣಾಹುತಿ, ಮಹಾ ಮಂಗಳಾರತಿ ನೆರವೇರಲಿದೆ. xyxy=(80,951,481,1046)
yoga-competition xyxy=(969,871,1491,1148)
obituary-item xyxy=(80,2016,481,2132)
